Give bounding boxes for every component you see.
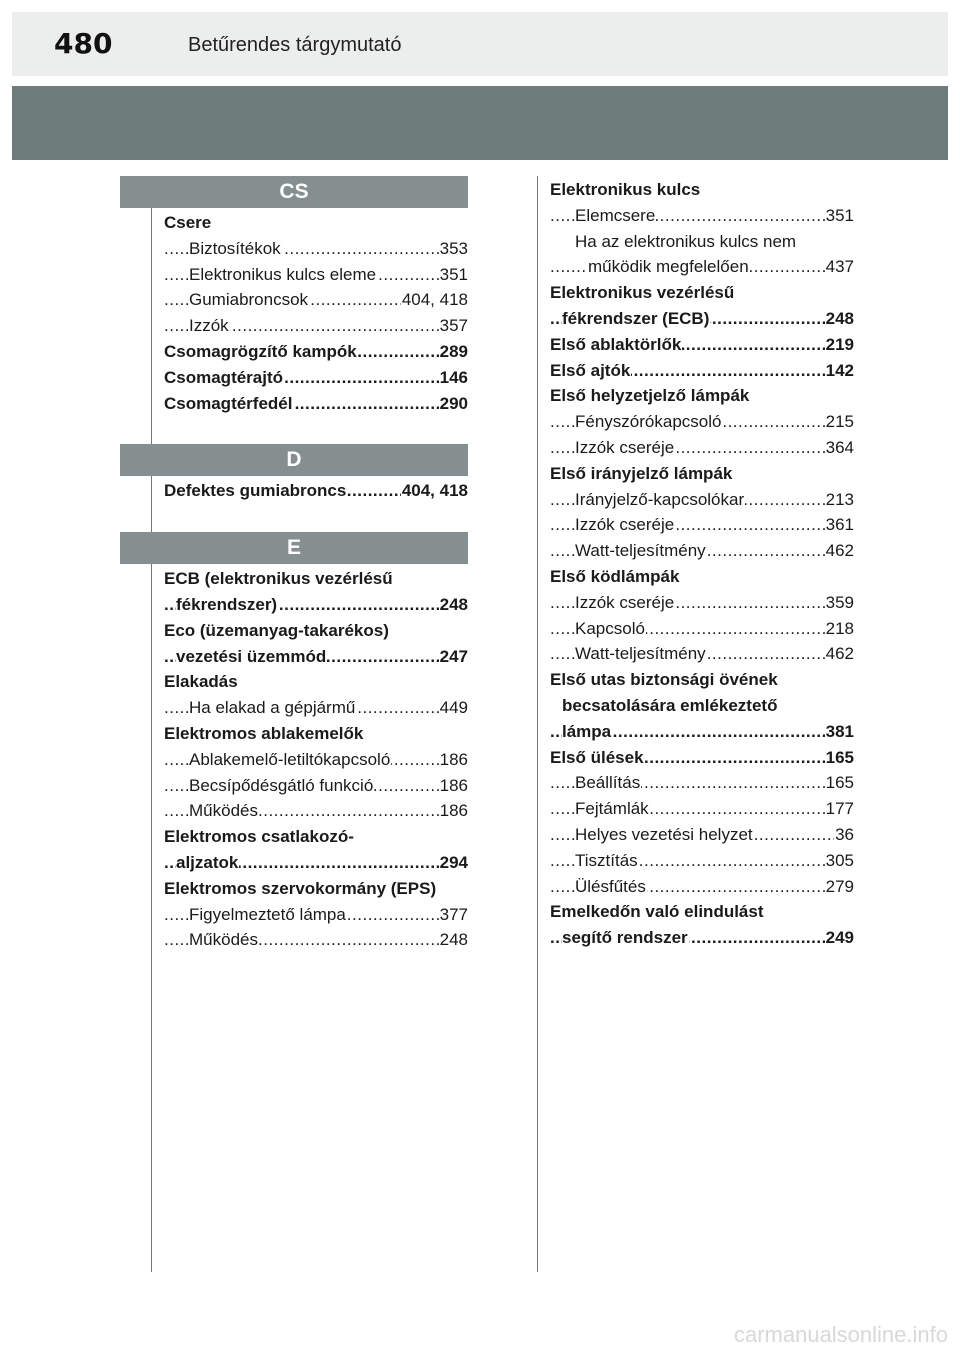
entry-term: becsatolására emlékeztető — [562, 695, 778, 715]
index-entry — [164, 747, 468, 773]
entry-term: Első utas biztonsági övének — [550, 670, 778, 690]
entry-term: aljzatok — [176, 852, 239, 872]
entry-page-ref: 404, 418 — [401, 478, 468, 504]
entry-page-ref: 165 — [825, 770, 854, 796]
entry-term: Csomagtérfedél — [164, 393, 293, 413]
entry-page-ref: 359 — [825, 590, 854, 616]
index-entry — [164, 721, 468, 747]
entry-term: Ha az elektronikus kulcs nem — [575, 231, 797, 251]
entry-term: Watt-teljesítmény — [575, 644, 706, 664]
index-entry — [550, 409, 854, 435]
index-entry — [550, 512, 854, 538]
entry-page-ref: 248 — [439, 927, 468, 953]
entry-term: Irányjelző-kapcsolókar — [575, 489, 745, 509]
entry-term: Ha elakad a gépjármű — [189, 698, 356, 718]
index-entry — [164, 391, 468, 417]
entry-page-ref: 353 — [439, 236, 468, 262]
index-entry — [550, 332, 854, 358]
entry-page-ref: 215 — [825, 409, 854, 435]
entry-term: Csomagrögzítő kampók — [164, 341, 357, 361]
section-letter-e: E — [120, 532, 468, 564]
entry-term: ECB (elektronikus vezérlésű — [164, 569, 393, 589]
index-entry — [550, 641, 854, 667]
entry-page-ref: 294 — [439, 850, 468, 876]
index-entry — [164, 236, 468, 262]
index-entry — [164, 566, 468, 592]
entry-page-ref: 364 — [825, 435, 854, 461]
entry-page-ref: 248 — [439, 592, 468, 618]
section-letter-cs: CS — [120, 176, 468, 208]
index-entry — [164, 365, 468, 391]
entry-term: vezetési üzemmód — [176, 646, 327, 666]
index-column-right — [537, 176, 854, 1272]
index-entry — [550, 229, 854, 255]
entry-term: Elektromos csatlakozó- — [164, 827, 354, 847]
index-entry — [550, 487, 854, 513]
index-entry — [550, 796, 854, 822]
entry-term: segítő rendszer — [562, 928, 688, 948]
entry-term: Elektronikus vezérlésű — [550, 283, 735, 303]
index-entry — [164, 262, 468, 288]
page-number: 480 — [54, 27, 113, 60]
entry-term: Gumiabroncsok — [189, 290, 309, 310]
entry-page-ref: 462 — [825, 641, 854, 667]
entry-page-ref: 357 — [439, 313, 468, 339]
entry-term: Elemcsere — [575, 205, 656, 225]
index-entry — [550, 848, 854, 874]
entry-term: Figyelmeztető lámpa — [189, 904, 346, 924]
entry-page-ref: 249 — [825, 925, 854, 951]
index-entry — [164, 773, 468, 799]
entry-page-ref: 437 — [825, 254, 854, 280]
entry-page-ref: 361 — [825, 512, 854, 538]
index-entry — [164, 287, 468, 313]
index-entry — [550, 203, 854, 229]
index-entry — [164, 798, 468, 824]
entry-term: Első ködlámpák — [550, 566, 680, 586]
entry-term: Ülésfűtés — [575, 876, 646, 896]
entry-page-ref: 186 — [439, 798, 468, 824]
index-entry — [164, 669, 468, 695]
entry-term: Működés — [189, 930, 258, 950]
entry-page-ref: 449 — [439, 695, 468, 721]
header-band — [12, 86, 948, 160]
section-entries — [152, 564, 468, 953]
index-entry — [550, 925, 854, 951]
index-entry — [550, 719, 854, 745]
entry-term: Működés — [189, 801, 258, 821]
entry-page-ref: 351 — [825, 203, 854, 229]
entry-term: Biztosítékok — [189, 238, 281, 258]
watermark: carmanualsonline.info — [733, 1322, 948, 1347]
entry-term: fékrendszer (ECB) — [562, 308, 710, 328]
index-entry — [550, 435, 854, 461]
index-entry — [164, 850, 468, 876]
entry-term: Első helyzetjelző lámpák — [550, 386, 750, 406]
section-entries — [152, 208, 468, 416]
entry-term: Izzók cseréje — [575, 515, 675, 535]
entry-term: Első ülések — [550, 747, 644, 767]
entry-page-ref: 404, 418 — [401, 287, 468, 313]
index-entry — [164, 902, 468, 928]
index-entry — [550, 280, 854, 306]
entry-term: Elakadás — [164, 672, 238, 692]
entry-term: Csere — [164, 213, 212, 232]
index-entry — [550, 590, 854, 616]
section-entries — [538, 176, 854, 951]
entry-term: lámpa — [562, 721, 612, 741]
index-entry — [550, 461, 854, 487]
entry-term: fékrendszer) — [176, 594, 278, 614]
entry-term: Watt-teljesítmény — [575, 541, 706, 561]
section-letter-d: D — [120, 444, 468, 476]
entry-page-ref: 305 — [825, 848, 854, 874]
entry-page-ref: 351 — [439, 262, 468, 288]
entry-page-ref: 186 — [439, 747, 468, 773]
entry-page-ref: 146 — [439, 365, 468, 391]
entry-term: Ablakemelő-letiltókapcsoló — [189, 749, 391, 769]
entry-term: Csomagtérajtó — [164, 367, 284, 387]
entry-term: Beállítás — [575, 773, 641, 793]
entry-page-ref: 186 — [439, 773, 468, 799]
index-entry — [164, 644, 468, 670]
entry-term: Emelkedőn való elindulást — [550, 902, 764, 922]
entry-term: Defektes gumiabroncs — [164, 481, 347, 501]
entry-term: Elektromos szervokormány (EPS) — [164, 878, 437, 898]
entry-page-ref: 219 — [825, 332, 854, 358]
entry-page-ref: 248 — [825, 306, 854, 332]
index-entry — [550, 564, 854, 590]
entry-page-ref: 177 — [825, 796, 854, 822]
page-header — [12, 12, 948, 76]
index-entry — [164, 824, 468, 850]
index-entry — [164, 695, 468, 721]
entry-page-ref: 213 — [825, 487, 854, 513]
index-entry — [550, 667, 854, 693]
entry-term: Kapcsoló — [575, 618, 645, 638]
entry-term: Első ablaktörlők — [550, 334, 682, 354]
index-entry — [550, 358, 854, 384]
index-column-left — [151, 176, 468, 1272]
section-entries — [152, 476, 468, 504]
page-title: Betűrendes tárgymutató — [188, 34, 402, 56]
entry-page-ref: 279 — [825, 874, 854, 900]
entry-term: Eco (üzemanyag-takarékos) — [164, 620, 389, 640]
entry-term: Elektronikus kulcs eleme — [189, 264, 377, 284]
index-entry — [550, 538, 854, 564]
index-entry — [550, 770, 854, 796]
entry-term: Becsípődésgátló funkció — [189, 775, 374, 795]
index-entry — [164, 210, 468, 236]
entry-term: Tisztítás — [575, 850, 638, 870]
entry-term: Izzók — [189, 316, 229, 336]
entry-term: Fejtámlák — [575, 799, 649, 819]
entry-term: Fényszórókapcsoló — [575, 412, 722, 432]
index-entry — [550, 899, 854, 925]
entry-page-ref: 165 — [825, 745, 854, 771]
index-entry — [164, 592, 468, 618]
index-entry — [164, 927, 468, 953]
entry-page-ref: 36 — [834, 822, 854, 848]
entry-term: Elektronikus kulcs — [550, 180, 701, 199]
entry-term: Izzók cseréje — [575, 437, 675, 457]
index-entry — [550, 254, 854, 280]
entry-term: Első irányjelző lámpák — [550, 463, 733, 483]
entry-page-ref: 289 — [439, 339, 468, 365]
entry-page-ref: 290 — [439, 391, 468, 417]
entry-page-ref: 381 — [825, 719, 854, 745]
entry-page-ref: 377 — [439, 902, 468, 928]
entry-term: Helyes vezetési helyzet — [575, 824, 753, 844]
index-entry — [164, 478, 468, 504]
entry-page-ref: 218 — [825, 616, 854, 642]
index-entry — [164, 618, 468, 644]
entry-page-ref: 247 — [439, 644, 468, 670]
entry-term: Izzók cseréje — [575, 592, 675, 612]
index-entry — [164, 313, 468, 339]
index-entry — [550, 306, 854, 332]
index-entry — [550, 693, 854, 719]
index-entry — [550, 874, 854, 900]
index-entry — [550, 616, 854, 642]
entry-term: Első ajtók — [550, 360, 631, 380]
entry-term: működik megfelelően — [588, 257, 749, 277]
entry-term: Elektromos ablakemelők — [164, 723, 364, 743]
index-entry — [164, 339, 468, 365]
index-entry — [550, 745, 854, 771]
entry-page-ref: 142 — [825, 358, 854, 384]
index-entry — [550, 177, 854, 203]
index-entry — [550, 822, 854, 848]
index-entry — [550, 383, 854, 409]
entry-page-ref: 462 — [825, 538, 854, 564]
index-entry — [164, 876, 468, 902]
